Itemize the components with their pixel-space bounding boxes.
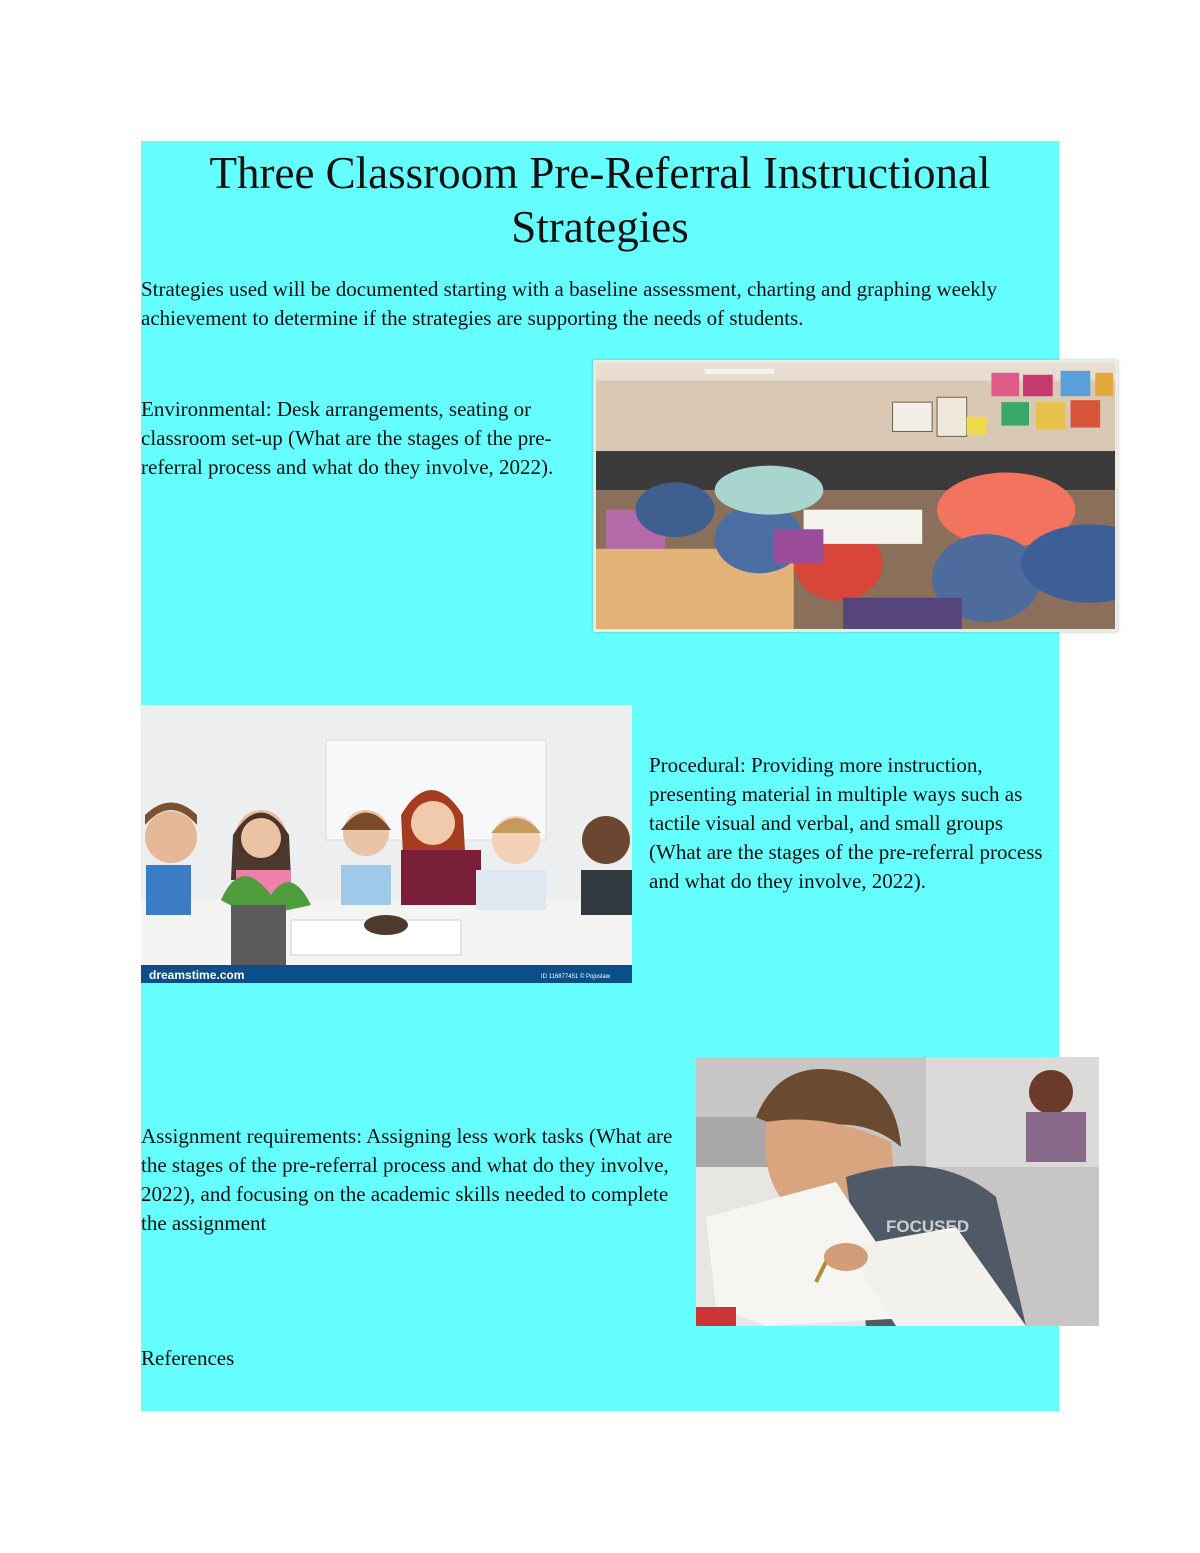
- watermark-text: FOCUSED: [886, 1217, 970, 1236]
- environmental-strategy: Environmental: Desk arrangements, seating or classroom set-up (What are the stages of the pre-referral process and what do they involve, 2022).: [141, 397, 554, 479]
- assignment-strategy: Assignment requirements: Assigning less work tasks (What are the stages of the pre-referral process and what do they involve, 2022), and focusing on the academic skills needed to complete the assignment: [141, 1124, 673, 1235]
- classroom-photo: [593, 360, 1118, 632]
- watermark-text: dreamstime.com: [149, 968, 245, 982]
- image-id-text: ID 116877451 © Pojoslaw: [541, 974, 611, 980]
- page-title: Three Classroom Pre-Referral Instructional Strategies: [209, 148, 991, 252]
- small-group-photo: [141, 705, 632, 983]
- student-working-photo: [696, 1057, 1099, 1326]
- references-heading: References: [141, 1346, 235, 1370]
- procedural-strategy: Procedural: Providing more instruction, presenting material in multiple ways such as tactile visual and verbal, and small groups (What are the stages of the pre-referral process and what do they involve, 2022).: [649, 753, 1043, 893]
- intro-paragraph: Strategies used will be documented starting with a baseline assessment, charting and graphing weekly achievement to determine if the strategies are supporting the needs of students.: [141, 277, 998, 330]
